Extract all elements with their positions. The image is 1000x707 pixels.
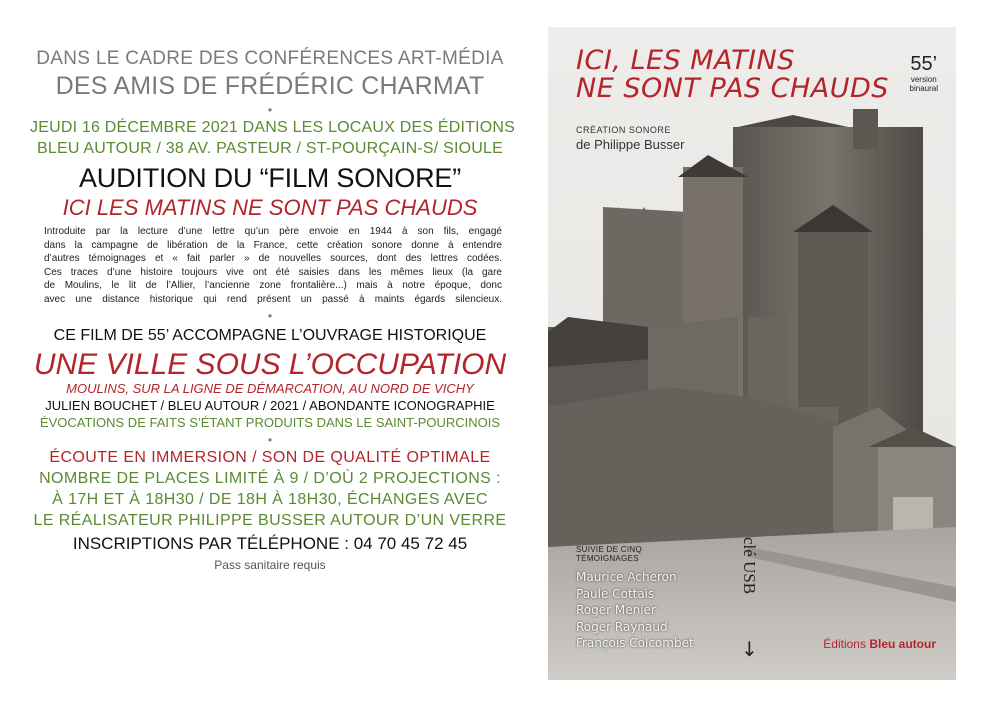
audition-heading: AUDITION DU “FILM SONORE” <box>78 163 461 193</box>
listen-line-2: NOMBRE DE PLACES LIMITÉ À 9 / D’OÙ 2 PROJECTIONS : <box>39 469 501 487</box>
arrow-down-icon: ↓ <box>741 637 758 661</box>
creation-credit <box>576 125 684 152</box>
bullet-separator: • <box>267 103 273 117</box>
paragraph-line: de Moulins, le lit de l’Allier, l’ancienne zone frontalière...) mais à notre époque, donc <box>44 280 502 292</box>
intro-line-2: DES AMIS DE FRÉDÉRIC CHARMAT <box>55 72 485 100</box>
book-cover <box>548 27 956 680</box>
paragraph-line: Introduite par la lecture d’une lettre qu’un père envoie en 1944 à son fils, engagé <box>44 226 502 237</box>
cover-title-line-1: ICI, LES MATINS <box>576 45 795 76</box>
testimony-name: Roger Menier <box>576 603 656 617</box>
duration-badge <box>910 53 938 93</box>
inscriptions-line: INSCRIPTIONS PAR TÉLÉPHONE : 04 70 45 72 45 <box>72 533 468 553</box>
event-text-column <box>30 48 516 573</box>
book-title: UNE VILLE SOUS L’OCCUPATION <box>33 347 507 381</box>
book-evocations: ÉVOCATIONS DE FAITS S’ÉTANT PRODUITS DANS LE SAINT-POURCINOIS <box>39 414 501 430</box>
listen-line-4: LE RÉALISATEUR PHILIPPE BUSSER AUTOUR D’UN VERRE <box>33 511 507 529</box>
editions-name: Bleu autour <box>869 637 936 651</box>
editions-prefix: Éditions <box>823 637 866 651</box>
film-line: CE FILM DE 55’ ACCOMPAGNE L’OUVRAGE HISTORIQUE <box>53 326 487 344</box>
date-line-1: JEUDI 16 DÉCEMBRE 2021 DANS LES LOCAUX DES ÉDITIONS <box>30 119 516 136</box>
paragraph-line: Ces traces d’une histoire toujours vive ont été saisies dans les mêmes lieux (la gare <box>44 266 502 278</box>
intro-line-1: DANS LE CADRE DES CONFÉRENCES ART-MÉDIA <box>36 48 504 69</box>
paragraph-line: avec une distance historique qui rend présent un passé à maints égards silencieux. <box>44 293 502 305</box>
testimonies-block <box>576 545 694 652</box>
bullet-separator: • <box>267 432 273 447</box>
listen-line-3: À 17H ET À 18H30 / DE 18H À 18H30, ÉCHANGES AVEC <box>52 490 488 508</box>
book-subtitle: MOULINS, SUR LA LIGNE DE DÉMARCATION, AU NORD DE VICHY <box>66 380 474 396</box>
cover-title-line-2: NE SONT PAS CHAUDS <box>576 73 889 104</box>
listen-line-1: ÉCOUTE EN IMMERSION / SON DE QUALITÉ OPTIMALE <box>49 448 491 466</box>
creation-label: CRÉATION SONORE <box>576 125 671 135</box>
paragraph-line: d’autres témoignages et « fait parler » de nouvelles sources, dont des lettres codées. <box>44 253 502 265</box>
suivie-label-2: TÉMOIGNAGES <box>576 554 639 563</box>
testimony-name: François Colcombet <box>576 636 694 650</box>
creation-author: de Philippe Busser <box>576 137 685 152</box>
publisher-mark <box>823 637 936 651</box>
date-line-2: BLEU AUTOUR / 38 AV. PASTEUR / ST-POURÇAIN-S/ SIOULE <box>37 140 503 157</box>
usb-label <box>740 537 761 661</box>
cover-title <box>576 47 889 103</box>
suivie-label-1: SUIVIE DE CINQ <box>576 545 642 554</box>
testimony-name: Paule Cottais <box>576 586 655 601</box>
duration-value: 55’ <box>910 53 938 75</box>
book-meta: JULIEN BOUCHET / BLEU AUTOUR / 2021 / ABONDANTE ICONOGRAPHIE <box>45 397 495 413</box>
audition-subheading: ICI LES MATINS NE SONT PAS CHAUDS <box>62 195 478 220</box>
testimony-names <box>576 569 694 652</box>
description-paragraph <box>44 225 502 307</box>
testimony-name: Maurice Acheron <box>576 570 677 584</box>
usb-text: clé USB <box>740 537 759 595</box>
pass-sanitaire: Pass sanitaire requis <box>214 557 326 572</box>
bullet-separator: • <box>267 308 273 323</box>
duration-binaural: binaural <box>909 84 938 93</box>
testimony-name: Roger Raynaud <box>576 619 668 634</box>
duration-version: version <box>910 75 937 84</box>
paragraph-line: dans la campagne de libération de la France, cette création sonore donne à entendre <box>44 239 502 251</box>
